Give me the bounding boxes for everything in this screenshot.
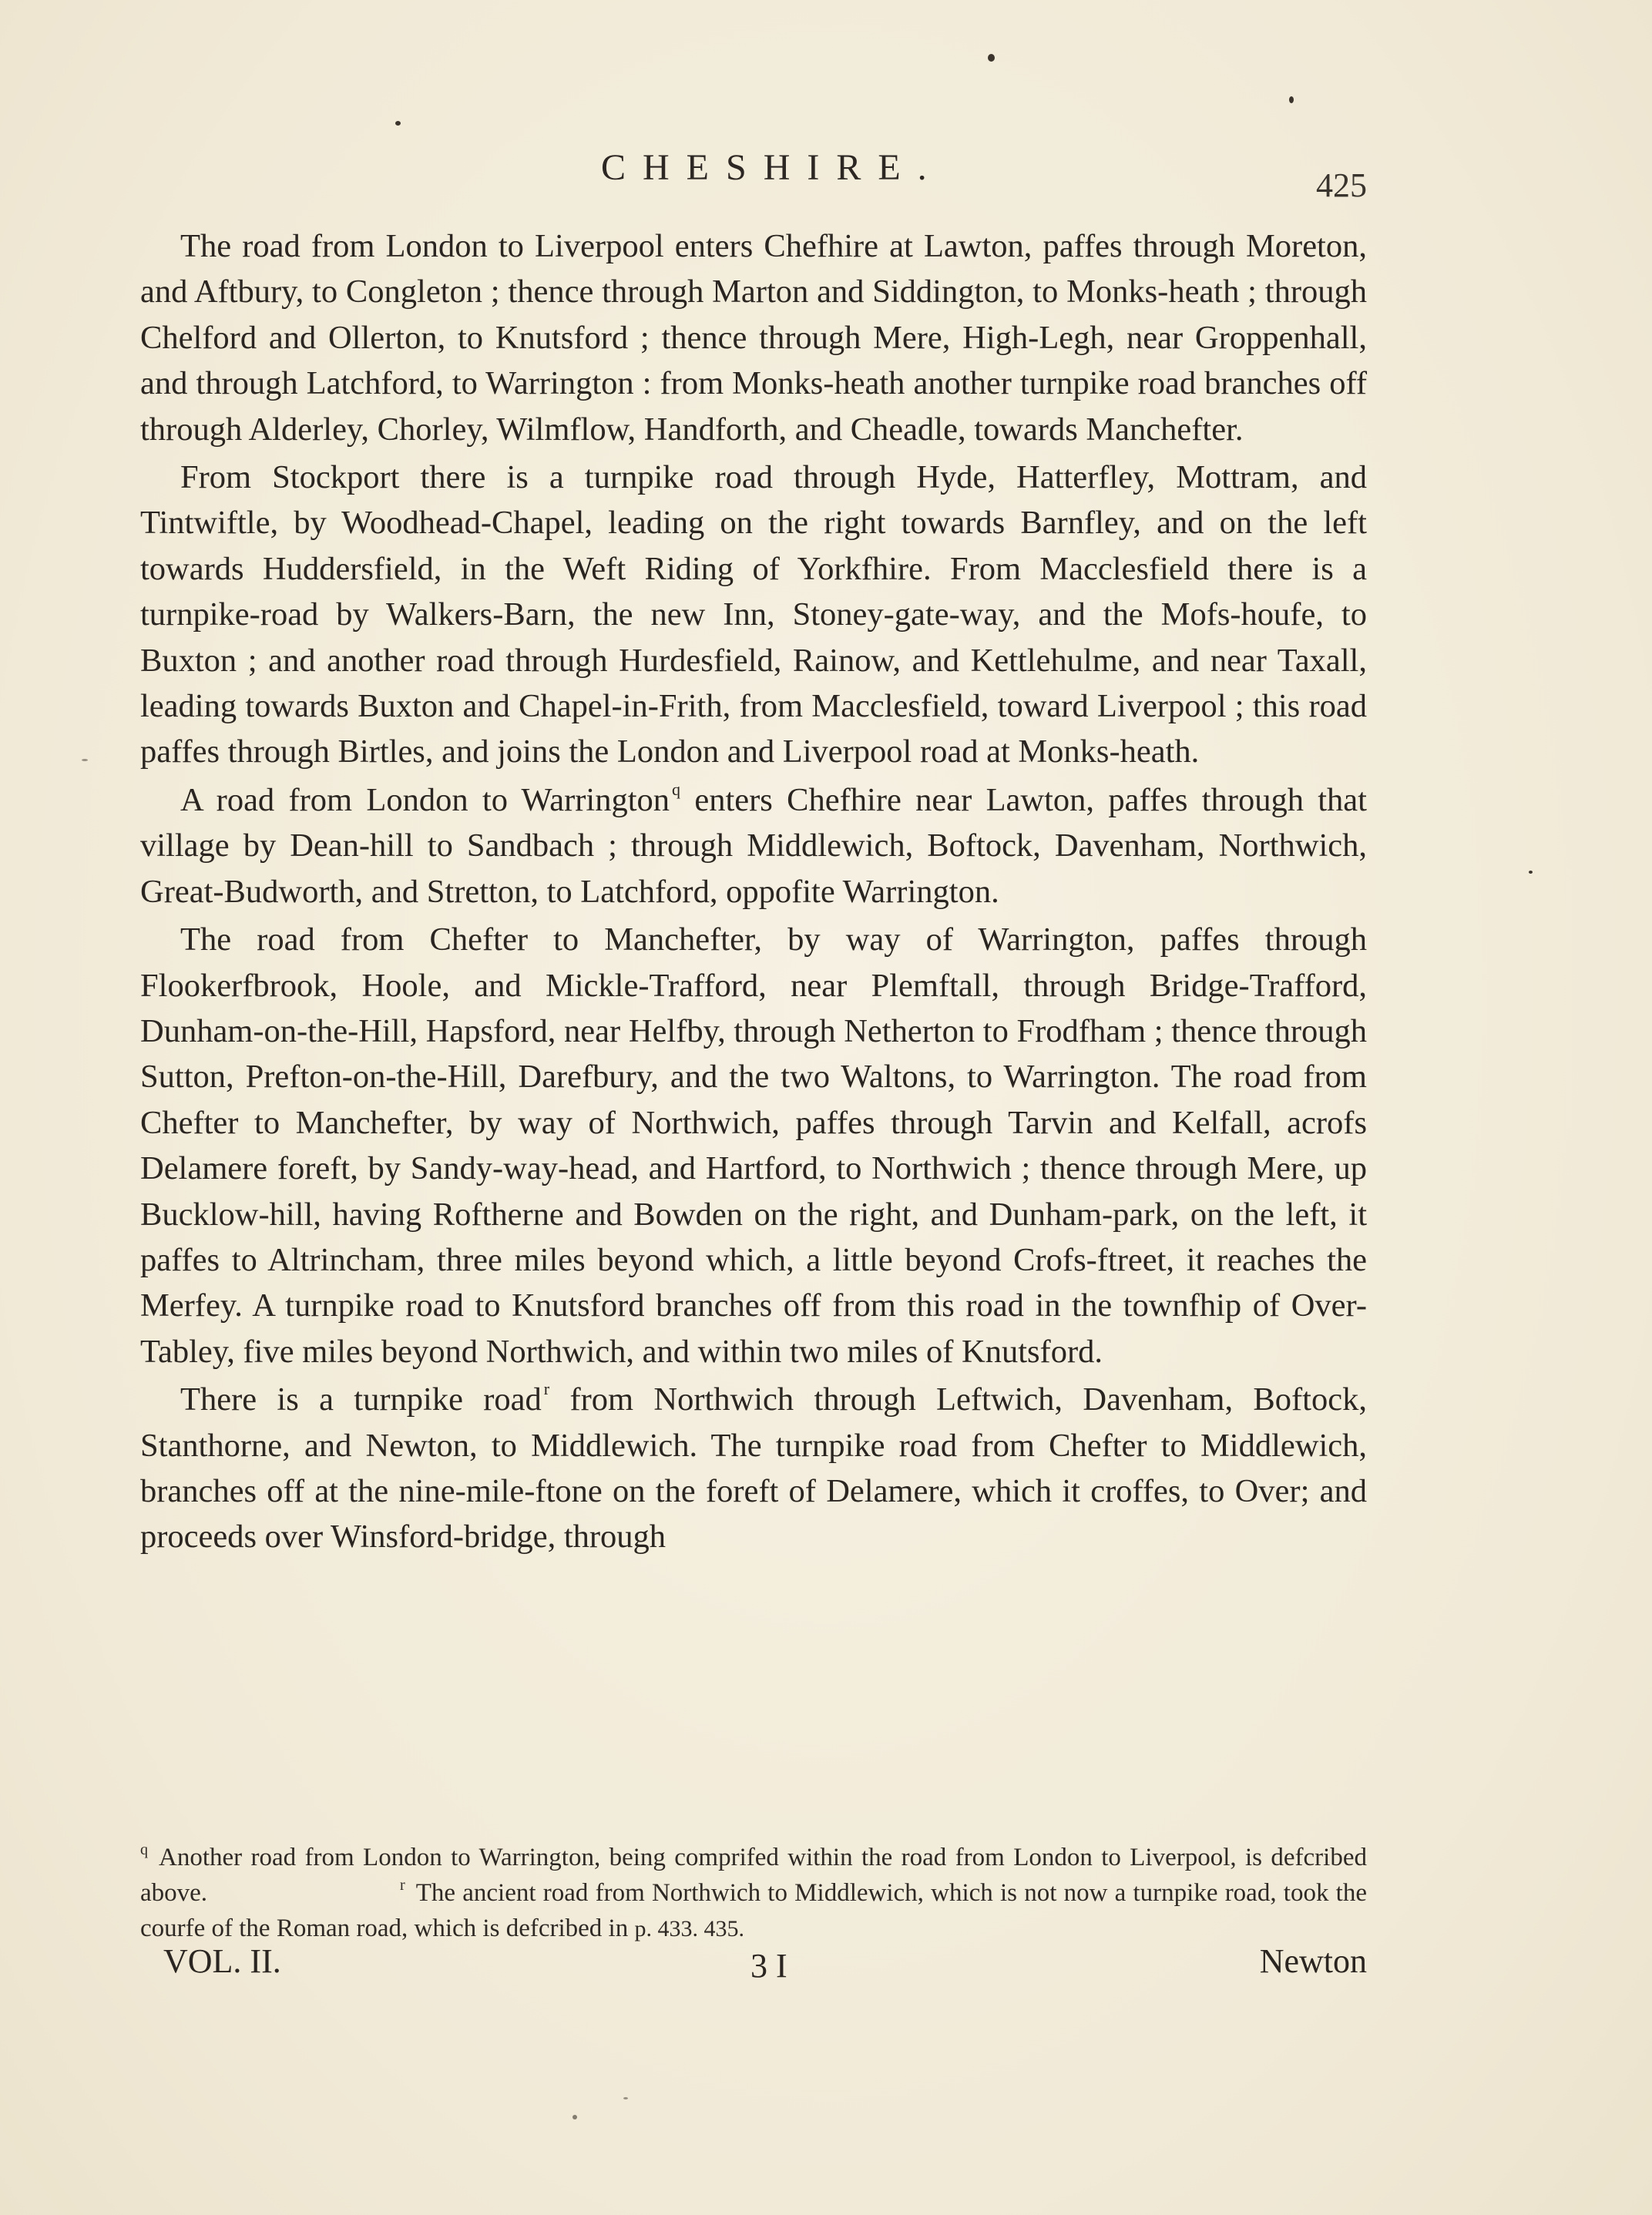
footnote-mark-q: q	[140, 1841, 148, 1858]
printer-signature-mark: 3 I	[750, 1947, 787, 1985]
paragraph-roads-chester-manchester: The road from Chefter to Manchefter, by way of Warrington, paffes through Flookerfbrook, Hoole, and Mickle-Trafford, near Plemftall, through Bridge-Trafford, Dunham-on-the-Hill, Hapsford, near Helfby, through Netherton to Frodfham ; thence through Sutton, Prefton-on-the-Hill, Darefbury, and the two Waltons, to Warrington. The road from Chefter to Manchefter, by way of Northwich, paffes through Tarvin and Kelfall, acrofs Delamere foreft, by Sandy-way-head, and Hartford, to Northwich ; thence through Mere, up Bucklow-hill, having Roftherne and Bowden on the right, and Dunham-park, on the left, it paffes to Altrincham, three miles beyond which, a little beyond Crofs-ftreet, it reaches the Merfey. A turnpike road to Knutsford branches off from this road in the townfhip of Over-Tabley, five miles beyond Northwich, and within two miles of Knutsford.	[140, 921, 1367, 1370]
footnote-page-reference: p. 433. 435.	[634, 1916, 744, 1941]
catchword: Newton	[1259, 1942, 1367, 1980]
footnote-mark-r: r	[400, 1877, 405, 1894]
footnote-reference-q[interactable]: q	[672, 779, 681, 799]
running-title: CHESHIRE.	[601, 147, 944, 188]
paragraph-text-end: from Northwich through Leftwich, Davenham, Boftock, Stanthorne, and Newton, to Middlewich. The turnpike road from Chefter to Middlewich, branches off at the nine-mile-ftone on the foreft of Delamere, which it croffes, to Over; and proceeds over Winsford-bridge, through	[140, 1381, 1367, 1556]
ink-speck	[988, 54, 995, 62]
ink-speck	[395, 121, 401, 126]
ink-speck	[1289, 96, 1294, 103]
paragraph-text-end: enters Chefhire near Lawton, paffes through that village by Dean-hill to Sandbach ; through Middlewich, Boftock, Davenham, Northwich, Great-Budworth, and Stretton, to Latchford, oppofite Warrington.	[140, 781, 1367, 910]
footnote-block	[140, 1840, 1367, 1947]
paragraph-road-northwich-middlewich	[140, 1377, 1367, 1560]
ink-speck	[623, 2097, 628, 2099]
footnote-reference-r[interactable]: r	[543, 1379, 550, 1399]
page-number: 425	[1316, 166, 1367, 204]
footnotes	[140, 1840, 1367, 1947]
footnote-q-text: Another road from London to Warrington, being comprifed within the road from London to Liverpool, is defcribed above.	[140, 1844, 1367, 1907]
ink-speck	[572, 2115, 577, 2119]
footnote-r-text: The ancient road from Northwich to Middlewich, which is not now a turnpike road, took the courfe of the Roman road, which is defcribed in	[140, 1879, 1367, 1942]
main-text	[140, 223, 1367, 1560]
page-footer	[140, 1941, 1367, 1988]
paragraph-text-start: There is a turnpike road	[180, 1381, 542, 1418]
paragraph-roads-stockport-macclesfield: From Stockport there is a turnpike road through Hyde, Hatterfley, Mottram, and Tintwiftle, by Woodhead-Chapel, leading on the right towards Barnfley, and on the left towards Huddersfield, in the Weft Riding of Yorkfhire. From Macclesfield there is a turnpike-road by Walkers-Barn, the new Inn, Stoney-gate-way, and the Mofs-houfe, to Buxton ; and another road through Hurdesfield, Rainow, and Kettlehulme, and near Taxall, leading towards Buxton and Chapel-in-Frith, from Macclesfield, toward Liverpool ; this road paffes through Birtles, and joins the London and Liverpool road at Monks-heath.	[140, 459, 1367, 770]
paragraph-road-london-warrington	[140, 777, 1367, 915]
ink-speck	[1529, 871, 1533, 874]
paragraph-roads-london-liverpool: The road from London to Liverpool enters Chefhire at Lawton, paffes through Moreton, and Aftbury, to Congleton ; thence through Marton and Siddington, to Monks-heath ; through Chelford and Ollerton, to Knutsford ; thence through Mere, High-Legh, near Groppenhall, and through Latchford, to Warrington : from Monks-heath another turnpike road branches off through Alderley, Chorley, Wilmflow, Handforth, and Cheadle, towards Manchefter.	[140, 228, 1367, 448]
ink-speck	[82, 759, 88, 761]
volume-label: VOL. II.	[163, 1942, 281, 1980]
paragraph-text-start: A road from London to Warrington	[180, 781, 670, 818]
